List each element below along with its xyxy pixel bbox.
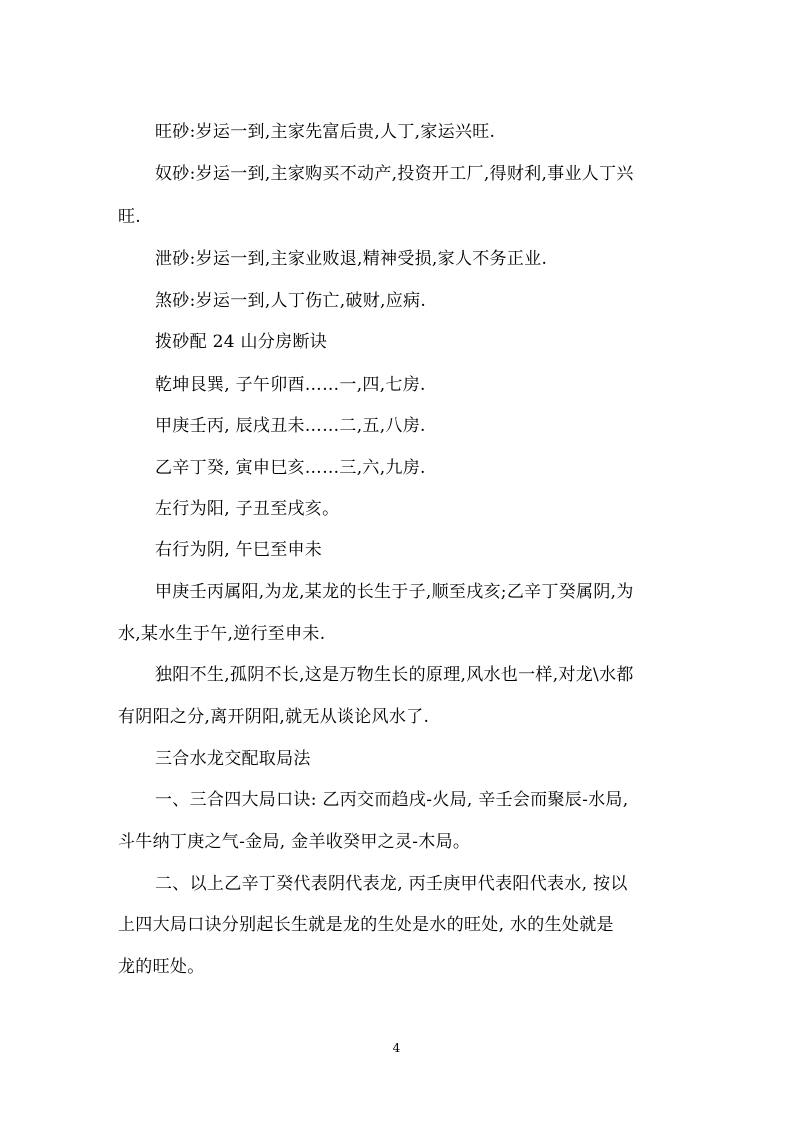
text-line-yinyang-1-cont: 水,某水生于午,逆行至申未. [118,624,326,644]
text-line-duyang: 独阳不生,孤阴不长,这是万物生长的原理,风水也一样,对龙\水都 [155,665,634,685]
text-line-yishang: 二、以上乙辛丁癸代表阴代表龙, 丙壬庚甲代表阳代表水, 按以 [155,874,628,894]
text-line-xiesha: 泄砂:岁运一到,主家业败退,精神受损,家人不务正业. [155,249,548,269]
text-line-fang-147: 乾坤艮巽, 子午卯酉……一,四,七房. [155,375,426,395]
page-number: 4 [392,1041,401,1055]
text-line-zuoxing: 左行为阳, 子丑至戌亥。 [155,499,340,519]
text-line-shasha: 煞砂:岁运一到,人丁伤亡,破财,应病. [155,291,427,311]
text-line-nusha: 奴砂:岁运一到,主家购买不动产,投资开工厂,得财利,事业人丁兴 [155,164,634,184]
text-line-fang-258: 甲庚壬丙, 辰戌丑未……二,五,八房. [155,416,426,436]
text-line-fang-369: 乙辛丁癸, 寅申巳亥……三,六,九房. [155,458,426,478]
text-line-yishang-cont-1: 上四大局口诀分别起长生就是龙的生处是水的旺处, 水的生处就是 [118,915,614,935]
text-line-nusha-cont: 旺. [118,207,142,227]
text-line-koujue-cont: 斗牛纳丁庚之气-金局, 金羊收癸甲之灵-木局。 [118,832,471,852]
text-line-wangsha: 旺砂:岁运一到,主家先富后贵,人丁,家运兴旺. [155,122,496,142]
section-heading-bosha: 拨砂配 24 山分房断诀 [155,332,328,352]
text-line-koujue: 一、三合四大局口诀: 乙丙交而趋戌-火局, 辛壬会而聚辰-水局, [155,790,629,810]
text-line-yinyang-1: 甲庚壬丙属阳,为龙,某龙的长生于子,顺至戌亥;乙辛丁癸属阴,为 [155,582,634,602]
text-line-yishang-cont-2: 龙的旺处。 [118,957,205,977]
section-heading-sanhe: 三合水龙交配取局法 [155,749,311,769]
text-line-youxing: 右行为阴, 午巳至申未 [155,540,323,560]
text-line-duyang-cont: 有阴阳之分,离开阴阳,就无从谈论风水了. [118,707,430,727]
